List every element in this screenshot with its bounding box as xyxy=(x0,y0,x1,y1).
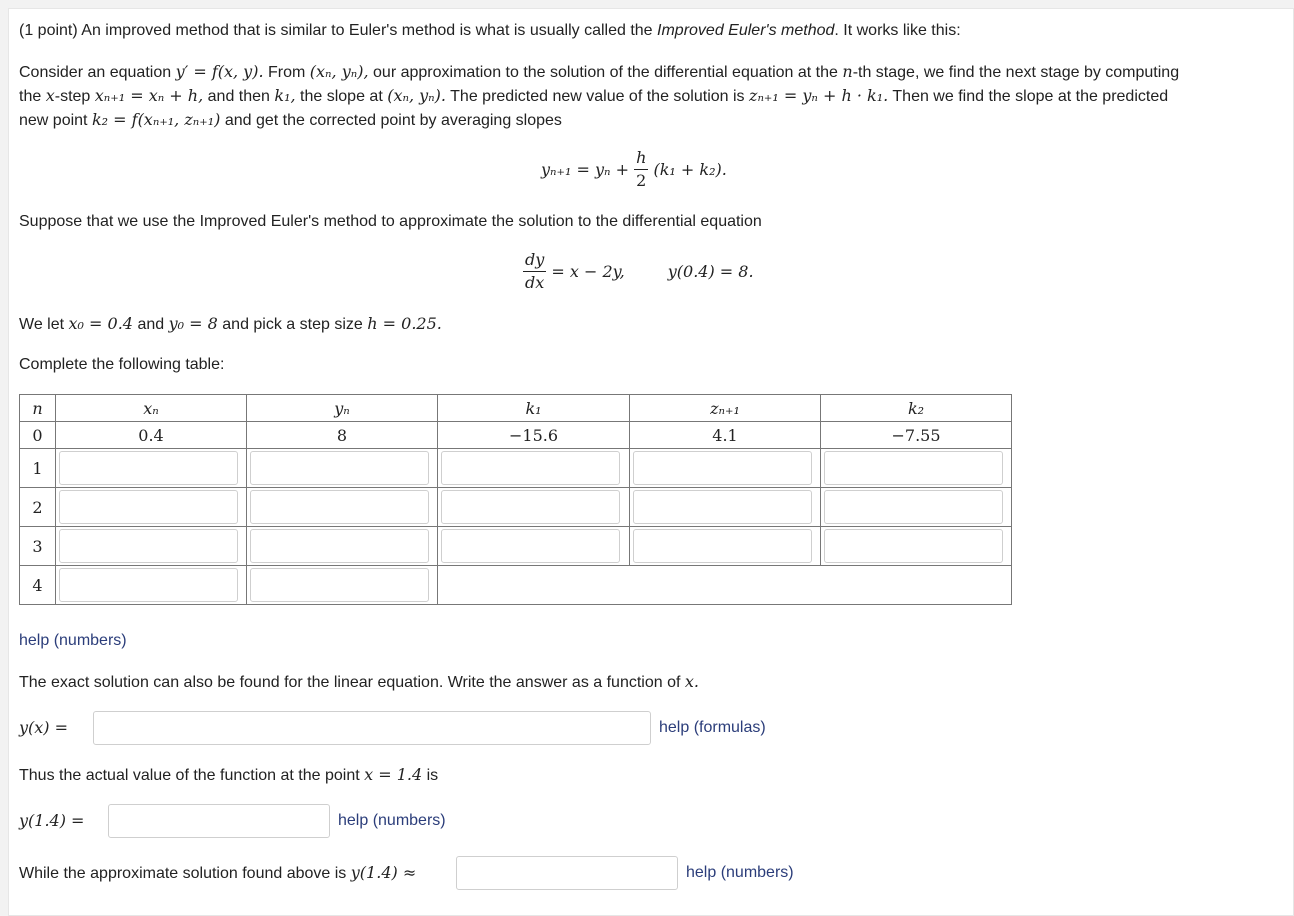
ode-equation xyxy=(523,249,754,294)
header-n: n xyxy=(20,395,56,422)
approx-label: y(1.4) ≈ xyxy=(350,863,417,882)
z4-input[interactable] xyxy=(633,529,812,563)
derivative-denominator: dx xyxy=(525,273,545,292)
y2-input[interactable] xyxy=(250,490,429,524)
header-xn: xₙ xyxy=(56,395,247,422)
improved-euler-formula xyxy=(541,147,727,192)
desc-text: is xyxy=(426,767,439,784)
x2-input[interactable] xyxy=(59,490,238,524)
k1-2-input[interactable] xyxy=(441,490,620,524)
desc-text: the xyxy=(19,88,42,105)
k1-variable: k₁, xyxy=(274,86,296,105)
formula-rhs: (k₁ + k₂). xyxy=(653,160,727,179)
desc-text: new point xyxy=(19,112,88,129)
cell-x0: 0.4 xyxy=(56,422,247,449)
intro-text-end: . It works like this: xyxy=(834,22,961,39)
y1-input[interactable] xyxy=(250,451,429,485)
desc-text: While the approximate solution found above is xyxy=(19,865,347,882)
header-k2: k₂ xyxy=(821,395,1012,422)
desc-text: and pick a step size xyxy=(222,316,363,333)
formula-fraction xyxy=(634,147,648,192)
desc-text: our approximation to the solution of the differential equation at the xyxy=(373,64,838,81)
y14-label: y(1.4) = xyxy=(19,811,85,830)
row-label: 4 xyxy=(20,566,56,605)
desc-text: Then we find the slope at the predicted xyxy=(892,88,1169,105)
points-label: (1 point) xyxy=(19,22,78,39)
x-value: x = 1.4 xyxy=(364,765,423,784)
help-numbers-link[interactable]: help (numbers) xyxy=(338,812,446,829)
fraction-numerator: h xyxy=(634,147,648,170)
cell-k2-0: −7.55 xyxy=(821,422,1012,449)
exact-value-input[interactable] xyxy=(108,804,330,838)
row-label: 2 xyxy=(20,488,56,527)
k2-1-input[interactable] xyxy=(824,451,1003,485)
desc-text: Thus the actual value of the function at the point xyxy=(19,767,360,784)
row-label: 3 xyxy=(20,527,56,566)
cell-z1: 4.1 xyxy=(630,422,821,449)
desc-text: The predicted new value of the solution is xyxy=(450,88,745,105)
step-size: h = 0.25. xyxy=(367,314,442,333)
desc-text: Consider an equation xyxy=(19,64,172,81)
help-formulas-link[interactable]: help (formulas) xyxy=(659,719,766,736)
k1-1-input[interactable] xyxy=(441,451,620,485)
formula-lhs: yₙ₊₁ = yₙ + xyxy=(541,160,629,179)
equation-inline: xₙ₊₁ = xₙ + h, xyxy=(94,86,204,105)
initial-condition: y(0.4) = 8. xyxy=(667,262,754,281)
point-inline: (xₙ, yₙ), xyxy=(309,62,369,81)
equation-inline: zₙ₊₁ = yₙ + h · k₁. xyxy=(749,86,889,105)
cell-k1-0: −15.6 xyxy=(438,422,630,449)
y3-input[interactable] xyxy=(250,529,429,563)
desc-text: The exact solution can also be found for the linear equation. Write the answer as a function of xyxy=(19,674,681,691)
exact-solution-input[interactable] xyxy=(93,711,651,745)
description-line-3 xyxy=(19,108,562,133)
x-variable: x xyxy=(45,86,55,105)
x0-value: x₀ = 0.4 xyxy=(68,314,133,333)
k2-3-input[interactable] xyxy=(824,529,1003,563)
y0-value: y₀ = 8 xyxy=(168,314,218,333)
desc-text: and then xyxy=(207,88,270,105)
z2-input[interactable] xyxy=(633,451,812,485)
let-line xyxy=(19,312,442,337)
desc-text: and get the corrected point by averaging slopes xyxy=(224,112,562,129)
actual-value-text xyxy=(19,763,438,788)
table-row xyxy=(20,566,1012,605)
desc-text: We let xyxy=(19,316,65,333)
help-numbers-link[interactable]: help (numbers) xyxy=(686,864,794,881)
euler-table xyxy=(19,394,1012,605)
intro-text: An improved method that is similar to Euler's method is what is usually called the xyxy=(81,22,653,39)
row-label: 1 xyxy=(20,449,56,488)
description-line-2 xyxy=(19,84,1168,109)
desc-text: -step xyxy=(54,88,91,105)
z3-input[interactable] xyxy=(633,490,812,524)
desc-text: and xyxy=(137,316,165,333)
k1-3-input[interactable] xyxy=(441,529,620,563)
empty-cell xyxy=(438,566,1012,605)
x4-input[interactable] xyxy=(59,568,238,602)
problem-panel xyxy=(8,8,1294,916)
cell-n0: 0 xyxy=(20,422,56,449)
table-row xyxy=(20,488,1012,527)
n-variable: n xyxy=(842,62,853,81)
equation-inline: k₂ = f(xₙ₊₁, zₙ₊₁) xyxy=(91,110,221,129)
desc-text: -th stage, we find the next stage by computing xyxy=(852,64,1180,81)
table-header-row xyxy=(20,395,1012,422)
approx-value-input[interactable] xyxy=(456,856,678,890)
derivative-fraction xyxy=(523,249,546,294)
header-k1: k₁ xyxy=(438,395,630,422)
desc-text: From xyxy=(268,64,306,81)
help-numbers-link[interactable]: help (numbers) xyxy=(19,632,127,649)
k2-2-input[interactable] xyxy=(824,490,1003,524)
header-zn1: zₙ₊₁ xyxy=(630,395,821,422)
point-inline: (xₙ, yₙ). xyxy=(387,86,446,105)
complete-text: Complete the following table: xyxy=(19,356,225,373)
x-variable: x. xyxy=(684,672,699,691)
y4-input[interactable] xyxy=(250,568,429,602)
desc-text: the slope at xyxy=(300,88,383,105)
description-line-1 xyxy=(19,60,1179,85)
fraction-denominator: 2 xyxy=(636,171,647,190)
x3-input[interactable] xyxy=(59,529,238,563)
cell-y0: 8 xyxy=(247,422,438,449)
derivative-numerator: dy xyxy=(523,249,546,272)
table-row xyxy=(20,422,1012,449)
method-name: Improved Euler's method xyxy=(657,22,835,39)
equation-inline: y′ = f(x, y). xyxy=(175,62,264,81)
table-row xyxy=(20,527,1012,566)
header-yn: yₙ xyxy=(247,395,438,422)
intro-line xyxy=(19,19,961,43)
ode-rhs: = x − 2y, xyxy=(551,262,625,281)
approx-text xyxy=(19,861,416,886)
exact-solution-text xyxy=(19,670,699,695)
suppose-text: Suppose that we use the Improved Euler's method to approximate the solution to the differential equation xyxy=(19,213,762,230)
table-row xyxy=(20,449,1012,488)
x1-input[interactable] xyxy=(59,451,238,485)
yx-label: y(x) = xyxy=(19,718,69,737)
